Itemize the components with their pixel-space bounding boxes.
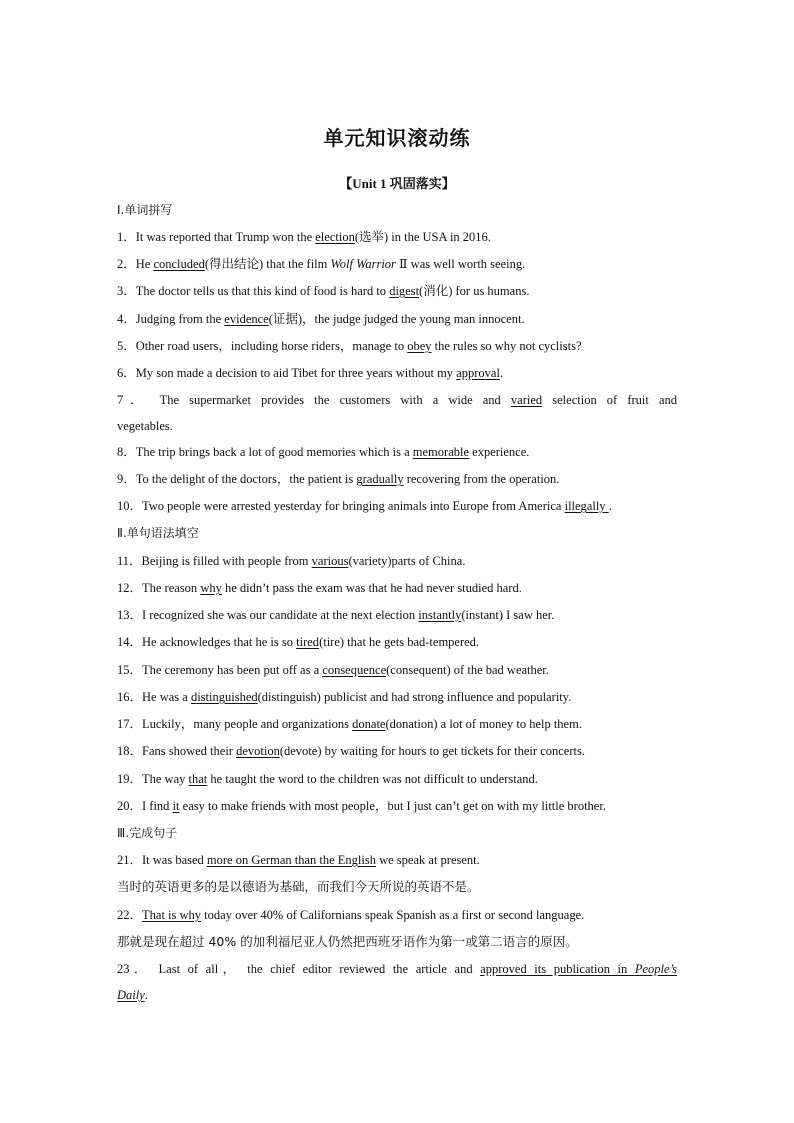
- question-15: 15．The ceremony has been put off as a consequence(consequent) of the bad weather.: [117, 663, 549, 677]
- question-19: 19．The way that he taught the word to the children was not difficult to understand.: [117, 772, 538, 786]
- question-16: 16．He was a distinguished(distinguish) publicist and had strong influence and popularity.: [117, 690, 572, 704]
- section-heading-spelling: Ⅰ.单词拼写: [117, 203, 173, 217]
- question-18: 18．Fans showed their devotion(devote) by waiting for hours to get tickets for their concerts.: [117, 744, 585, 758]
- answer: instantly: [418, 608, 462, 622]
- question-21: 21．It was based more on German than the English we speak at present.: [117, 853, 480, 867]
- answer: election: [315, 230, 355, 244]
- answer: concluded: [153, 257, 205, 271]
- answer-italic: Daily: [117, 988, 145, 1002]
- answer: digest: [389, 284, 420, 298]
- answer: That is why: [142, 908, 202, 922]
- answer: approval: [456, 366, 500, 380]
- question-22-translation: 那就是现在超过 40% 的加利福尼亚人仍然把西班牙语作为第一或第二语言的原因。: [117, 934, 578, 949]
- answer: consequence: [322, 663, 387, 677]
- question-17: 17．Luckily，many people and organizations donate(donation) a lot of money to help them.: [117, 717, 582, 731]
- answer-italic: People’s: [634, 962, 677, 976]
- answer: that: [188, 772, 208, 786]
- question-7: 7． The supermarket provides the customers with a wide and varied selection of fruit and: [117, 393, 677, 407]
- answer: it: [172, 799, 180, 813]
- question-23-continued: Daily.: [117, 988, 148, 1002]
- answer: why: [200, 581, 222, 595]
- question-6: 6．My son made a decision to aid Tibet for three years without my approval.: [117, 366, 504, 380]
- unit-subtitle: 【Unit 1 巩固落实】: [339, 176, 455, 191]
- answer: various: [311, 554, 349, 568]
- question-10: 10．Two people were arrested yesterday for bringing animals into Europe from America illegally .: [117, 499, 612, 513]
- question-22: 22．That is why today over 40% of Californians speak Spanish as a first or second language.: [117, 908, 585, 922]
- question-2: 2．He concluded(得出结论) that the film Wolf Warrior Ⅱ was well worth seeing.: [117, 257, 526, 271]
- answer: evidence: [224, 312, 269, 326]
- section-heading-grammar: Ⅱ.单句语法填空: [117, 526, 199, 540]
- question-8: 8．The trip brings back a lot of good memories which is a memorable experience.: [117, 445, 530, 459]
- question-14: 14．He acknowledges that he is so tired(tire) that he gets bad-tempered.: [117, 635, 480, 649]
- answer: gradually: [356, 472, 404, 486]
- answer: donate: [352, 717, 386, 731]
- answer: varied: [510, 393, 543, 407]
- question-11: 11．Beijing is filled with people from various(variety)parts of China.: [117, 554, 466, 568]
- film-title: Wolf Warrior: [330, 257, 396, 271]
- question-4: 4．Judging from the evidence(证据)，the judge judged the young man innocent.: [117, 312, 525, 326]
- question-3: 3．The doctor tells us that this kind of food is hard to digest(消化) for us humans.: [117, 284, 530, 298]
- question-20: 20．I find it easy to make friends with most people，but I just can’t get on with my little brother.: [117, 799, 606, 813]
- question-12: 12．The reason why he didn’t pass the exam was that he had never studied hard.: [117, 581, 522, 595]
- section-heading-sentences: Ⅲ.完成句子: [117, 826, 178, 840]
- question-1: 1．It was reported that Trump won the election(选举) in the USA in 2016.: [117, 230, 491, 244]
- question-21-translation: 当时的英语更多的是以德语为基础，而我们今天所说的英语不是。: [117, 879, 480, 894]
- answer: obey: [407, 339, 432, 353]
- answer: devotion: [236, 744, 280, 758]
- answer: approved its publication in: [480, 962, 635, 976]
- answer: tired: [296, 635, 320, 649]
- question-5: 5．Other road users，including horse riders，manage to obey the rules so why not cyclists?: [117, 339, 582, 353]
- answer: distinguished: [190, 690, 258, 704]
- question-9: 9．To the delight of the doctors，the patient is gradually recovering from the operation.: [117, 472, 560, 486]
- question-13: 13．I recognized she was our candidate at the next election instantly(instant) I saw her.: [117, 608, 555, 622]
- answer: more on German than the English: [206, 853, 376, 867]
- question-7-continued: vegetables.: [117, 419, 173, 433]
- answer: memorable: [412, 445, 470, 459]
- page-title: 单元知识滚动练: [323, 126, 471, 150]
- question-23: 23． Last of all， the chief editor reviewed the article and approved its publication in People’s: [117, 962, 677, 976]
- answer: illegally: [564, 499, 609, 513]
